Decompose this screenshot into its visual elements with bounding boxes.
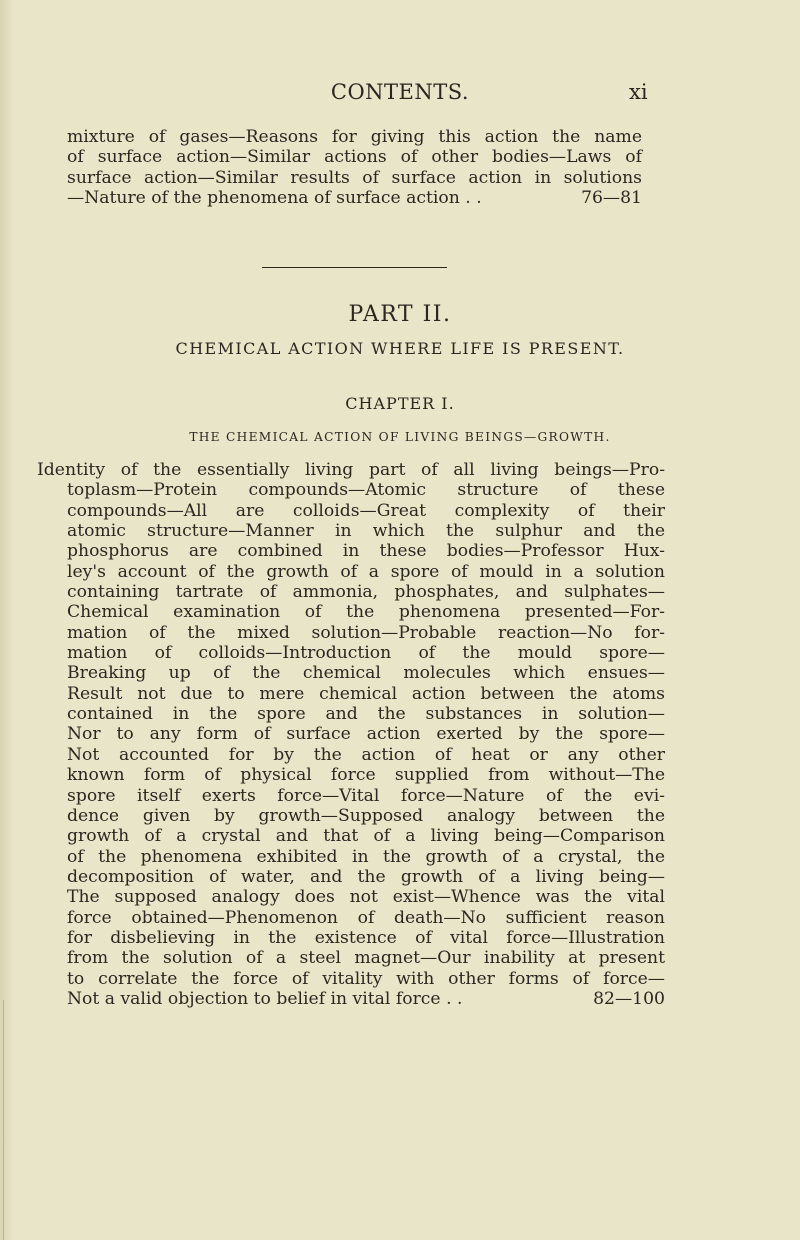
entry-line: Chemical examination of the phenomena presented—For-: [67, 602, 665, 623]
binding-edge-line: [3, 1000, 4, 1240]
entry-line: spore itself exerts force—Vital force—Nature of the evi-: [67, 785, 665, 806]
entry-line: dence given by growth—Supposed analogy between the: [67, 805, 665, 826]
entry-line: mixture of gases—Reasons for giving this action the name: [67, 127, 642, 147]
entry-line: growth of a crystal and that of a living being—Comparison: [67, 826, 665, 847]
entry-line: of surface action—Similar actions of other bodies—Laws of: [67, 147, 642, 168]
entry-line: Nor to any form of surface action exerted by the spore—: [67, 724, 665, 745]
entry-line: Identity of the essentially living part of all living beings—Pro-: [37, 460, 665, 480]
section-divider: [262, 267, 447, 268]
part-subtitle: CHEMICAL ACTION WHERE LIFE IS PRESENT.: [175, 339, 625, 358]
entry-line: atomic structure—Manner in which the sulphur and the: [67, 521, 665, 542]
entry-line: known form of physical force supplied from without—The: [67, 765, 665, 786]
page-range: 82—100: [593, 988, 665, 1009]
running-head: [0, 80, 800, 110]
entry-line: decomposition of water, and the growth of a living being—: [67, 866, 665, 887]
page-range: 76—81: [581, 188, 642, 209]
part-title: PART II.: [348, 302, 452, 327]
contents-entry-surface-action: [67, 127, 642, 208]
entry-line: The supposed analogy does not exist—Whence was the vital: [67, 887, 665, 908]
entry-line: Not accounted for by the action of heat or any other: [67, 744, 665, 765]
entry-last-line: [67, 989, 665, 1009]
entry-line: phosphorus are combined in these bodies—Professor Hux-: [67, 541, 665, 562]
entry-line: Result not due to mere chemical action between the atoms: [67, 683, 665, 704]
entry-line: toplasm—Protein compounds—Atomic structure of these: [67, 480, 665, 501]
entry-line: mation of colloids—Introduction of the mould spore—: [67, 643, 665, 664]
running-title: CONTENTS.: [330, 80, 470, 104]
chapter-title: CHAPTER I.: [345, 394, 455, 413]
entry-last-line: [67, 188, 642, 208]
entry-line: Not a valid objection to belief in vital force . .: [67, 988, 463, 1009]
entry-line: of the phenomena exhibited in the growth of a crystal, the: [67, 846, 665, 867]
entry-line: from the solution of a steel magnet—Our inability at present: [67, 948, 665, 969]
entry-line: containing tartrate of ammonia, phosphates, and sulphates—: [67, 582, 665, 603]
entry-line: to correlate the force of vitality with other forms of force—: [67, 968, 665, 989]
entry-line: ley's account of the growth of a spore of mould in a solution: [67, 561, 665, 582]
entry-line: for disbelieving in the existence of vital force—Illustration: [67, 927, 665, 948]
entry-line: compounds—All are colloids—Great complexity of their: [67, 500, 665, 521]
page-number: xi: [629, 80, 648, 104]
entry-line: surface action—Similar results of surface action in solutions: [67, 167, 642, 188]
entry-line: force obtained—Phenomenon of death—No sufficient reason: [67, 907, 665, 928]
entry-line: contained in the spore and the substances in solution—: [67, 704, 665, 725]
chapter-subtitle: THE CHEMICAL ACTION OF LIVING BEINGS—GROWTH.: [189, 430, 611, 444]
entry-line: mation of the mixed solution—Probable reaction—No for-: [67, 622, 665, 643]
entry-line: —Nature of the phenomena of surface action . .: [67, 188, 482, 209]
contents-entry-growth: [37, 460, 665, 1009]
entry-line: Breaking up of the chemical molecules which ensues—: [67, 663, 665, 684]
